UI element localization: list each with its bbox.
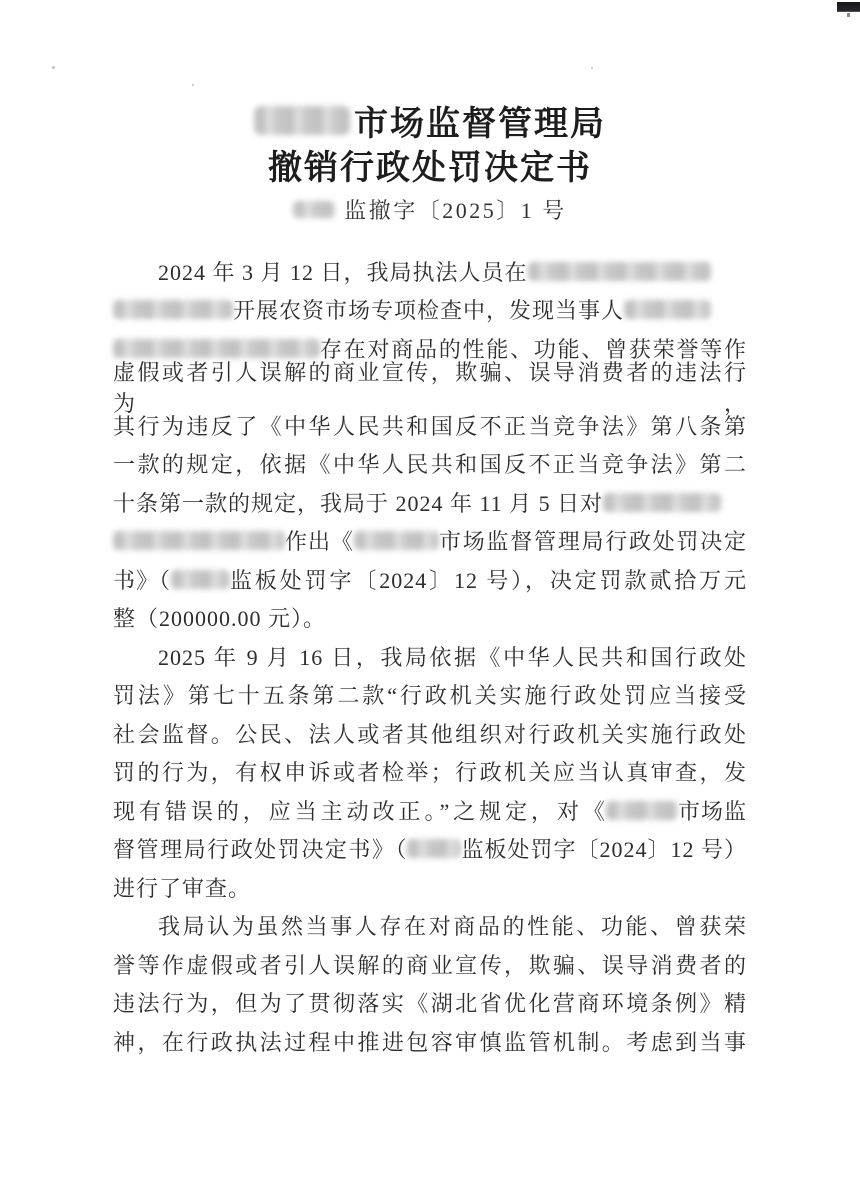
redacted-text: [603, 493, 721, 512]
text-run: 虚假或者引人误解的商业宣传，欺骗、误导消费者的违法行为，: [113, 359, 747, 416]
text-run: 存在对商品的性能、功能、曾获荣誉等作: [320, 336, 747, 362]
text-run: 整（200000.00 元）。: [113, 606, 327, 632]
text-run: 罚法》第七十五条第二款“行政机关实施行政处罚应当接受: [113, 683, 747, 709]
doc-number-text: 监撤字〔2025〕1 号: [344, 197, 567, 223]
title-agency-text: 市场监督管理局: [354, 104, 606, 143]
text-run: 2025 年 9 月 16 日，我局依据《中华人民共和国行政处: [158, 644, 747, 670]
text-run: 开展农资市场专项检查中，发现当事人: [233, 298, 625, 324]
text-run: 作出《: [285, 529, 355, 555]
redacted-text: [113, 531, 285, 550]
text-run: 进行了审查。: [113, 875, 252, 901]
redacted-text: [354, 531, 439, 550]
text-run: 十条第一款的规定，我局于 2024 年 11 月 5 日对: [113, 490, 604, 516]
redacted-text: [407, 839, 461, 858]
text-line: [113, 907, 747, 946]
redacted-text: [624, 300, 711, 319]
text-line: [113, 1022, 747, 1061]
text-line: [113, 483, 747, 522]
text-run: 监板处罚字〔2024〕12 号）: [461, 837, 747, 863]
redacted-text: [113, 339, 320, 358]
text-line: [113, 830, 747, 869]
text-line: [113, 359, 747, 416]
doc-number-line: [0, 193, 860, 225]
text-line: [113, 676, 747, 715]
dust-speck: [52, 66, 55, 69]
redacted-agency-prefix: [254, 106, 350, 135]
text-line: [113, 599, 747, 638]
scan-artifact-bar: [837, 2, 860, 12]
text-line: [113, 791, 747, 830]
text-line: [113, 753, 747, 792]
text-run: 2024 年 3 月 12 日，我局执法人员在: [158, 259, 528, 285]
text-line: [113, 714, 747, 753]
text-run: 监板处罚字〔2024〕12 号），决定罚款贰拾万元: [230, 567, 747, 593]
document-body: [113, 252, 747, 1061]
title-line-doc-type: [0, 142, 860, 186]
redacted-text: [113, 300, 233, 319]
text-run: 督管理局行政处罚决定书》（: [113, 837, 408, 863]
text-run: 社会监督。公民、法人或者其他组织对行政机关实施行政处: [113, 721, 747, 747]
dust-speck: [192, 84, 194, 86]
title-doc-type-text: 撤销行政处罚决定书: [268, 148, 592, 187]
text-run: 誉等作虚假或者引人误解的商业宣传，欺骗、误导消费者的: [113, 952, 747, 978]
text-run: 市场监: [677, 798, 747, 824]
text-run: 其行为违反了《中华人民共和国反不正当竞争法》第八条第: [113, 413, 747, 439]
redacted-text: [606, 801, 678, 820]
text-line: [113, 868, 747, 907]
text-run: 神，在行政执法过程中推进包容审慎监管机制。考虑到当事: [113, 1029, 747, 1055]
text-run: 市场监督管理局行政处罚决定: [439, 529, 747, 555]
text-run: 我局认为虽然当事人存在对商品的性能、功能、曾获荣: [158, 914, 747, 940]
scan-artifact-speck: [847, 13, 850, 17]
redacted-text: [528, 262, 711, 281]
text-line: [113, 406, 747, 445]
text-line: [113, 291, 747, 330]
text-run: 书》（: [113, 567, 172, 593]
title-line-agency: [0, 98, 860, 142]
text-run: 一款的规定，依据《中华人民共和国反不正当竞争法》第二: [113, 452, 747, 478]
text-line: [113, 984, 747, 1023]
redacted-doc-number-prefix: [293, 201, 335, 218]
text-line: [113, 637, 747, 676]
text-line: [113, 252, 747, 291]
text-line: [113, 445, 747, 484]
text-line: [113, 560, 747, 599]
text-line: [113, 522, 747, 561]
document-header: [0, 98, 860, 225]
text-run: 罚的行为，有权申诉或者检举；行政机关应当认真审查，发: [113, 760, 747, 786]
text-run: 违法行为，但为了贯彻落实《湖北省优化营商环境条例》精: [113, 991, 747, 1017]
dust-speck: [591, 67, 593, 69]
text-line: [113, 945, 747, 984]
text-run: 现有错误的，应当主动改正。”之规定，对《: [113, 798, 606, 824]
redacted-text: [171, 570, 230, 589]
